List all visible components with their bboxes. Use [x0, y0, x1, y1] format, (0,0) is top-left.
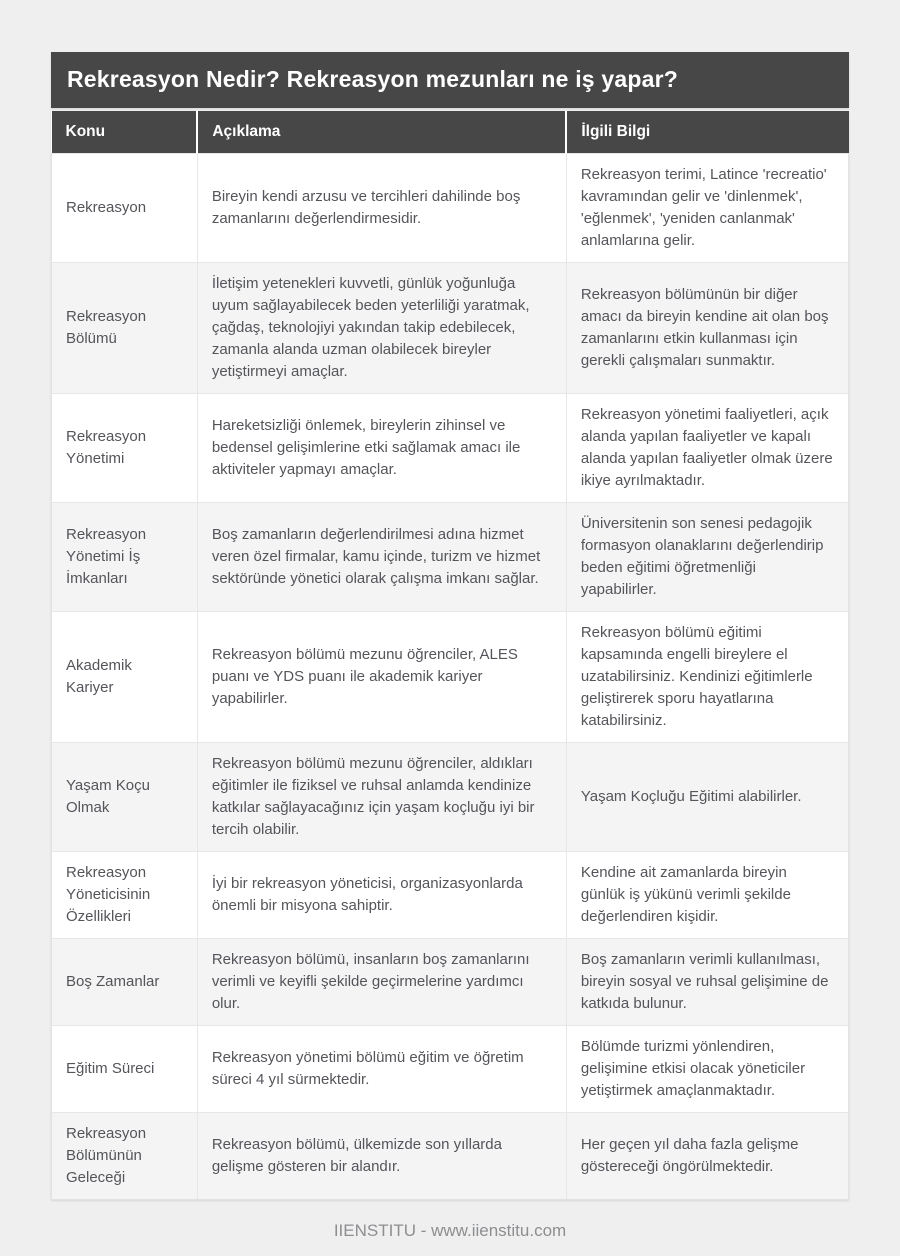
- column-header-ilgili-bilgi: İlgili Bilgi: [566, 111, 848, 154]
- table-row: [52, 503, 849, 612]
- related-info-cell: Kendine ait zamanlarda bireyin günlük iş yükünü verimli şekilde değerlendiren kişidir.: [566, 852, 848, 939]
- table-header: [52, 111, 849, 154]
- column-header-aciklama: Açıklama: [197, 111, 566, 154]
- related-info-cell: Boş zamanların verimli kullanılması, bireyin sosyal ve ruhsal gelişimine de katkıda bulunur.: [566, 939, 848, 1026]
- description-cell: Rekreasyon bölümü, insanların boş zamanlarını verimli ve keyifli şekilde geçirmelerine yardımcı olur.: [197, 939, 566, 1026]
- table-row: [52, 852, 849, 939]
- table-row: [52, 154, 849, 263]
- related-info-cell: Rekreasyon bölümü eğitimi kapsamında engelli bireylere el uzatabilirsiniz. Kendinizi eğitimlerle geliştirerek sporu hayatlarına katabilirsiniz.: [566, 612, 848, 743]
- article-card: [51, 0, 849, 1241]
- description-cell: İyi bir rekreasyon yöneticisi, organizasyonlarda önemli bir misyona sahiptir.: [197, 852, 566, 939]
- related-info-cell: Üniversitenin son senesi pedagojik formasyon olanaklarını değerlendirip beden eğitimi öğretmenliği yapabilirler.: [566, 503, 848, 612]
- related-info-cell: Rekreasyon yönetimi faaliyetleri, açık alanda yapılan faaliyetler ve kapalı alanda yapılan faaliyetler olmak üzere ikiye ayrılmaktadır.: [566, 394, 848, 503]
- related-info-cell: Rekreasyon bölümünün bir diğer amacı da bireyin kendine ait olan boş zamanlarını etkin kullanması için gerekli çalışmaları sunmaktır.: [566, 263, 848, 394]
- table-row: [52, 743, 849, 852]
- description-cell: Rekreasyon yönetimi bölümü eğitim ve öğretim süreci 4 yıl sürmektedir.: [197, 1026, 566, 1113]
- topic-cell: Rekreasyon Yönetimi İş İmkanları: [52, 503, 198, 612]
- recreation-info-table: [51, 111, 849, 1200]
- description-cell: İletişim yetenekleri kuvvetli, günlük yoğunluğa uyum sağlayabilecek beden yeterliliği yaratmak, çağdaş, teknolojiyi yakından takip edebilecek, zamanla alanda uzman olabilecek bireyler yetiştirmeyi amaçlar.: [197, 263, 566, 394]
- table-row: [52, 612, 849, 743]
- site-footer: IIENSTITU - www.iienstitu.com: [333, 1221, 567, 1240]
- table-row: [52, 1026, 849, 1113]
- description-cell: Rekreasyon bölümü mezunu öğrenciler, aldıkları eğitimler ile fiziksel ve ruhsal anlamda kendinize katkılar sağlayacağınız için yaşam koçluğu iyi bir tercih olabilir.: [197, 743, 566, 852]
- topic-cell: Rekreasyon Yönetimi: [52, 394, 198, 503]
- topic-cell: Rekreasyon: [52, 154, 198, 263]
- description-cell: Hareketsizliği önlemek, bireylerin zihinsel ve bedensel gelişimlerine etki sağlamak amacı ile aktiviteler yapmayı amaçlar.: [197, 394, 566, 503]
- page-title: Rekreasyon Nedir? Rekreasyon mezunları ne iş yapar?: [51, 52, 849, 108]
- description-cell: Bireyin kendi arzusu ve tercihleri dahilinde boş zamanlarını değerlendirmesidir.: [197, 154, 566, 263]
- topic-cell: Rekreasyon Bölümünün Geleceği: [52, 1113, 198, 1200]
- topic-cell: Yaşam Koçu Olmak: [52, 743, 198, 852]
- table-header-row: [52, 111, 849, 154]
- description-cell: Rekreasyon bölümü, ülkemizde son yıllarda gelişme gösteren bir alandır.: [197, 1113, 566, 1200]
- related-info-cell: Bölümde turizmi yönlendiren, gelişimine etkisi olacak yöneticiler yetiştirmek amaçlanmaktadır.: [566, 1026, 848, 1113]
- table-row: [52, 263, 849, 394]
- topic-cell: Akademik Kariyer: [52, 612, 198, 743]
- topic-cell: Rekreasyon Yöneticisinin Özellikleri: [52, 852, 198, 939]
- topic-cell: Rekreasyon Bölümü: [52, 263, 198, 394]
- description-cell: Rekreasyon bölümü mezunu öğrenciler, ALES puanı ve YDS puanı ile akademik kariyer yapabilirler.: [197, 612, 566, 743]
- table-row: [52, 394, 849, 503]
- topic-cell: Eğitim Süreci: [52, 1026, 198, 1113]
- topic-cell: Boş Zamanlar: [52, 939, 198, 1026]
- table-body: [52, 154, 849, 1200]
- related-info-cell: Her geçen yıl daha fazla gelişme göstereceği öngörülmektedir.: [566, 1113, 848, 1200]
- description-cell: Boş zamanların değerlendirilmesi adına hizmet veren özel firmalar, kamu içinde, turizm ve hizmet sektöründe yönetici olarak çalışma imkanı sağlar.: [197, 503, 566, 612]
- column-header-konu: Konu: [52, 111, 198, 154]
- table-row: [52, 1113, 849, 1200]
- related-info-cell: Rekreasyon terimi, Latince 'recreatio' kavramından gelir ve 'dinlenmek', 'eğlenmek', 'yeniden canlanmak' anlamlarına gelir.: [566, 154, 848, 263]
- related-info-cell: Yaşam Koçluğu Eğitimi alabilirler.: [566, 743, 848, 852]
- table-row: [52, 939, 849, 1026]
